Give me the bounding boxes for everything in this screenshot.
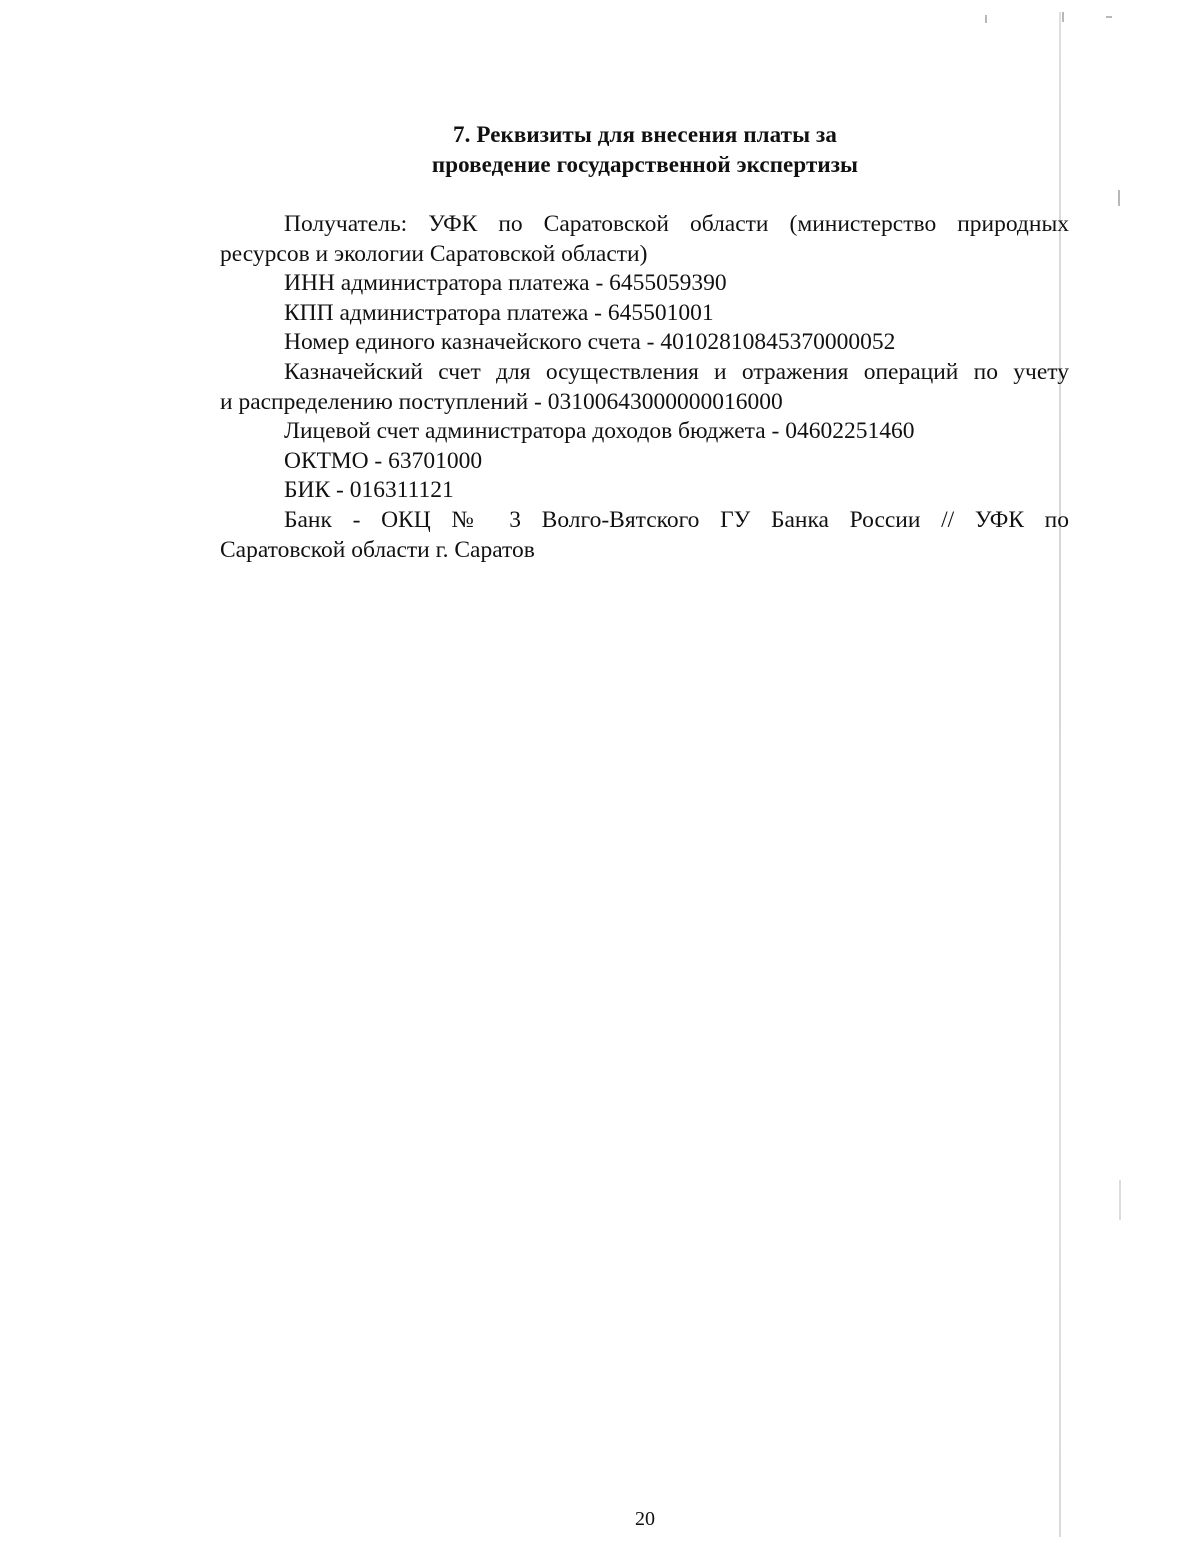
scan-edge-shadow bbox=[1059, 12, 1061, 1537]
inn-line: ИНН администратора платежа - 6455059390 bbox=[284, 270, 727, 296]
scan-speck bbox=[1106, 16, 1112, 18]
scan-speck bbox=[985, 15, 987, 23]
bank-line-1: Банк - ОКЦ № 3 Волго-Вятского ГУ Банка России // УФК по bbox=[284, 507, 1069, 533]
scan-speck bbox=[1118, 190, 1120, 206]
bik-line: БИК - 016311121 bbox=[284, 477, 454, 503]
section-heading-line-2: проведение государственной экспертизы bbox=[431, 152, 859, 177]
section-heading-line-1: 7. Реквизиты для внесения платы за bbox=[453, 122, 837, 147]
treasury-account-line-1: Казначейский счет для осуществления и отражения операций по учету bbox=[284, 359, 1069, 385]
treasury-account-line-2: и распределению поступлений - 03100643000000016000 bbox=[220, 389, 783, 415]
kpp-line: КПП администратора платежа - 645501001 bbox=[284, 300, 714, 326]
recipient-line-1: Получатель: УФК по Саратовской области (министерство природных bbox=[284, 211, 1069, 237]
recipient-line-2: ресурсов и экологии Саратовской области) bbox=[220, 241, 648, 267]
page-number: 20 bbox=[635, 1508, 655, 1530]
single-account-line: Номер единого казначейского счета - 40102810845370000052 bbox=[284, 329, 896, 355]
oktmo-line: ОКТМО - 63701000 bbox=[284, 448, 483, 474]
bank-line-2: Саратовской области г. Саратов bbox=[220, 537, 535, 563]
scan-speck bbox=[1119, 1180, 1121, 1220]
scan-speck bbox=[1062, 12, 1064, 22]
personal-account-line: Лицевой счет администратора доходов бюджета - 04602251460 bbox=[284, 418, 915, 444]
